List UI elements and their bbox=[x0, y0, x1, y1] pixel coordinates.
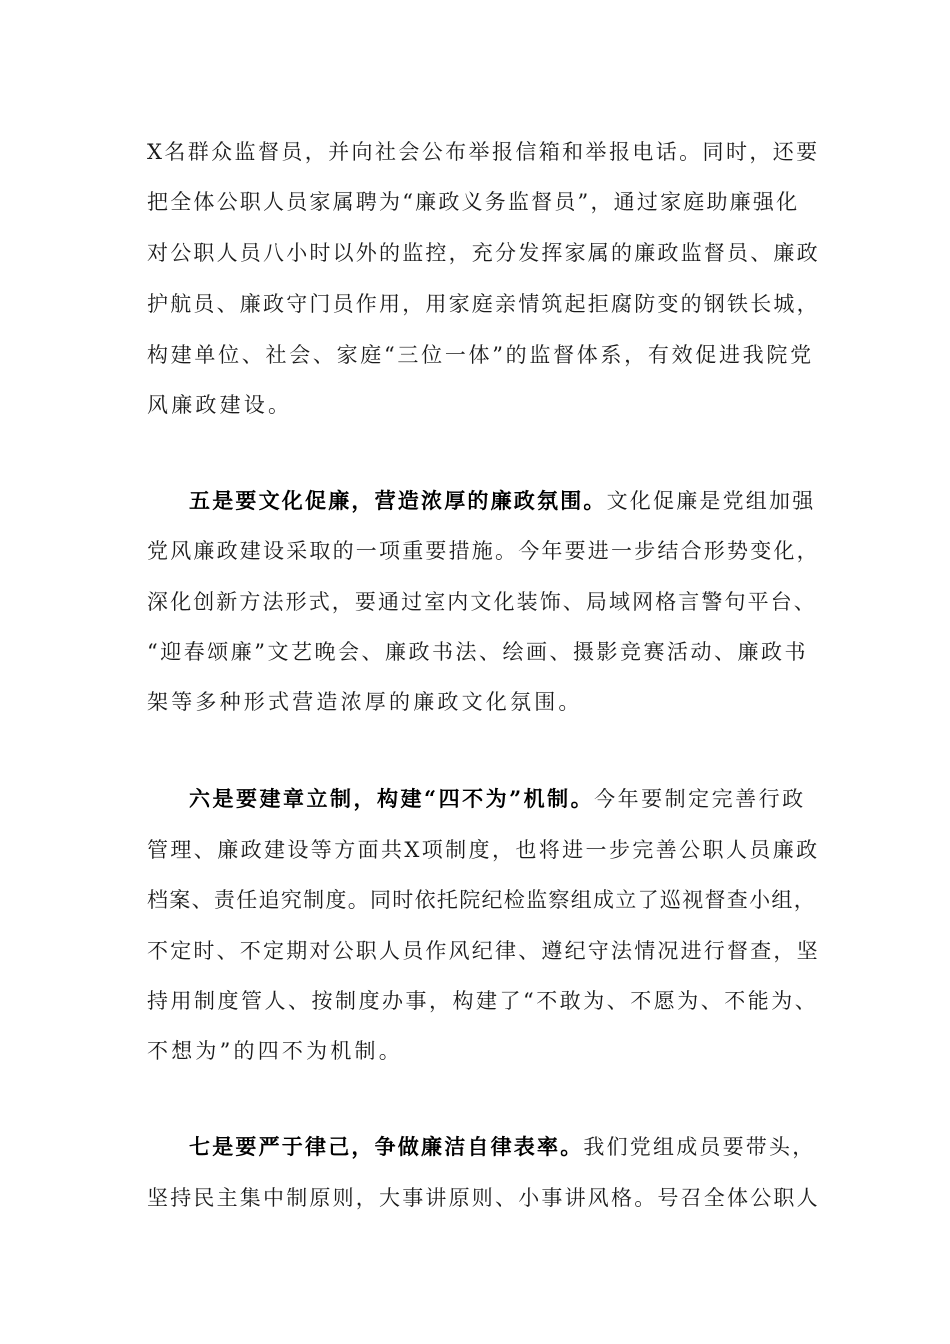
paragraph-line: 坚持民主集中制原则，大事讲原则、小事讲风格。号召全体公职人 bbox=[147, 1186, 820, 1210]
paragraph-line: 不想为”的四不为机制。 bbox=[147, 1039, 403, 1063]
paragraph-line: “迎春颂廉”文艺晚会、廉政书法、绘画、摄影竞赛活动、廉政书 bbox=[147, 640, 808, 664]
paragraph-line: 党风廉政建设采取的一项重要措施。今年要进一步结合形势变化， bbox=[147, 539, 820, 563]
section-7-first-line bbox=[189, 1129, 815, 1165]
paragraph-line: 管理、廉政建设等方面共X项制度，也将进一步完善公职人员廉政 bbox=[147, 838, 820, 862]
section-7-heading: 七是要严于律己，争做廉洁自律表率。 bbox=[189, 1134, 584, 1159]
section-5-heading: 五是要文化促廉，营造浓厚的廉政氛围。 bbox=[189, 488, 607, 513]
section-6-heading: 六是要建章立制，构建“四不为”机制。 bbox=[189, 786, 595, 811]
paragraph-line: 护航员、廉政守门员作用，用家庭亲情筑起拒腐防变的钢铁长城， bbox=[147, 292, 820, 316]
paragraph-line: 深化创新方法形式，要通过室内文化装饰、局域网格言警句平台、 bbox=[147, 590, 817, 614]
paragraph-line: 对公职人员八小时以外的监控，充分发挥家属的廉政监督员、廉政 bbox=[147, 241, 820, 265]
paragraph-line: 风廉政建设。 bbox=[147, 393, 293, 417]
section-5-first-text: 文化促廉是党组加强 bbox=[606, 489, 816, 513]
paragraph-line: 不定时、不定期对公职人员作风纪律、遵纪守法情况进行督查，坚 bbox=[147, 939, 820, 963]
paragraph-line: 持用制度管人、按制度办事，构建了“不敢为、不愿为、不能为、 bbox=[147, 989, 819, 1013]
section-5-first-line bbox=[189, 483, 815, 519]
paragraph-line: X名群众监督员，并向社会公布举报信箱和举报电话。同时，还要 bbox=[147, 140, 820, 164]
section-6-first-text: 今年要制定完善行政 bbox=[594, 787, 806, 811]
paragraph-line: 架等多种形式营造浓厚的廉政文化氛围。 bbox=[147, 690, 583, 714]
paragraph-line: 档案、责任追究制度。同时依托院纪检监察组成立了巡视督查小组， bbox=[147, 888, 816, 912]
paragraph-line: 把全体公职人员家属聘为“廉政义务监督员”，通过家庭助廉强化 bbox=[147, 190, 800, 214]
section-7-first-text: 我们党组成员要带头， bbox=[583, 1135, 816, 1159]
section-6-first-line bbox=[189, 781, 806, 817]
paragraph-line: 构建单位、社会、家庭“三位一体”的监督体系，有效促进我院党 bbox=[147, 343, 814, 367]
